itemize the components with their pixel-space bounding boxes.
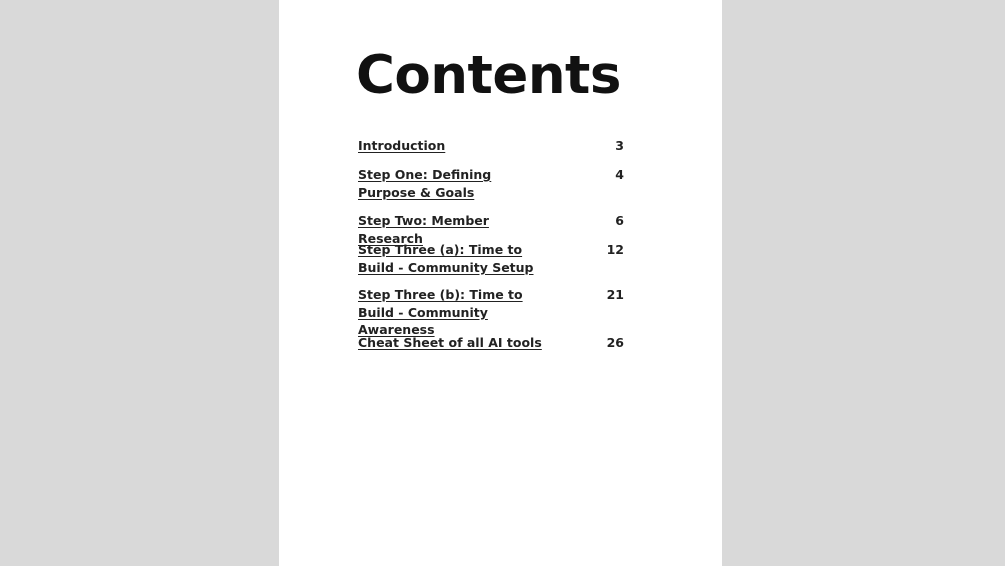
toc-link[interactable]: Step Two: Member Research xyxy=(358,213,489,246)
toc-page-number: 6 xyxy=(615,213,624,228)
toc-link[interactable]: Cheat Sheet of all AI tools xyxy=(358,335,542,350)
toc-entry-step-three-a[interactable] xyxy=(358,241,624,281)
toc-entry-step-three-b[interactable] xyxy=(358,286,624,337)
toc-link[interactable]: Step Three (a): Time to Build - Community Setup xyxy=(358,242,534,275)
toc-page-number: 21 xyxy=(606,287,624,302)
page-title: Contents xyxy=(356,45,621,106)
toc-link[interactable]: Step One: Defining Purpose & Goals xyxy=(358,167,492,200)
toc-page-number: 26 xyxy=(606,335,624,350)
toc-page-number: 3 xyxy=(615,138,624,153)
toc-page-number: 4 xyxy=(615,167,624,182)
toc-link[interactable]: Introduction xyxy=(358,138,446,153)
toc-page-number: 12 xyxy=(606,242,624,257)
document-page xyxy=(279,0,722,566)
toc-entry-step-one[interactable] xyxy=(358,166,624,206)
toc-entry-cheat-sheet[interactable] xyxy=(358,334,624,374)
toc-link[interactable]: Step Three (b): Time to Build - Community Awareness xyxy=(358,287,523,337)
